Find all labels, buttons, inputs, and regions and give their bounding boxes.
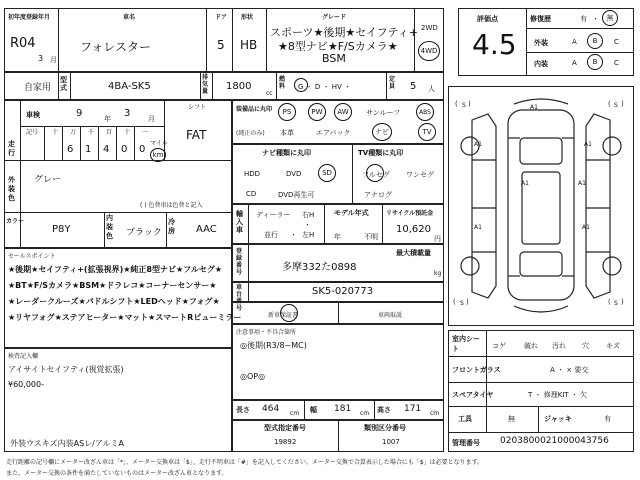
divider: [248, 244, 249, 282]
import-sep-2: ・: [304, 221, 311, 229]
color-code: P8Y: [52, 224, 71, 235]
model-year-label: モデル年式: [334, 209, 369, 217]
diag-paren: ): [468, 100, 471, 108]
points-label: セールスポイント: [8, 253, 56, 260]
equip-abs: ABS: [416, 103, 434, 121]
cc-unit: cc: [266, 90, 273, 97]
height-label: 高さ: [377, 406, 391, 414]
score-label: 評価点: [477, 15, 498, 23]
fuel-options: G ・ D ・ HV ・: [298, 83, 351, 91]
diag-paren: (: [608, 100, 611, 108]
displacement: 1800: [226, 81, 252, 92]
car-name-label: 車名: [123, 14, 136, 21]
divider: [212, 72, 213, 100]
divider: [44, 127, 45, 160]
digit-label: 万: [70, 129, 77, 136]
capacity-label: 定員: [389, 76, 396, 90]
divider: [526, 28, 634, 29]
max-load-label: 最大積載量: [396, 249, 431, 257]
divider: [448, 432, 634, 433]
divider: [20, 100, 21, 248]
equip-pw: PW: [308, 103, 326, 121]
kg-unit: kg: [434, 270, 442, 277]
ext-grade-c: C: [614, 38, 619, 46]
person-unit: 人: [428, 85, 435, 93]
tv-label: TV種類に丸印: [358, 149, 404, 157]
plate: 多摩332た0898: [282, 262, 357, 273]
divider: [304, 400, 305, 420]
mileage-label: 走行: [8, 140, 15, 157]
interior-sheet-item: 破れ: [524, 342, 538, 350]
sales-point: ★レーダークルーズ★パドルシフト★LEDヘッド★フォグ★: [8, 297, 220, 306]
diag-a1: A1: [474, 224, 482, 231]
car-diagram: [448, 86, 634, 326]
divider: [338, 302, 339, 324]
navi-sd: SD: [318, 164, 336, 182]
divider: [232, 8, 233, 72]
interior-sheet-item: コゲ: [492, 342, 506, 350]
mileage-digit: 4: [103, 144, 110, 155]
mileage-digit: 6: [67, 144, 74, 155]
diag-paren: (: [453, 298, 456, 306]
recycle-label: リサイクル預託金: [386, 210, 434, 217]
type-cert-label: 型式指定番号: [264, 424, 306, 432]
class-label: 類別区分番号: [364, 424, 406, 432]
import-sep: ・: [290, 231, 297, 239]
mileage-digit: 1: [85, 144, 92, 155]
model-label: 型式: [60, 76, 67, 92]
diag-s: S: [460, 300, 464, 307]
km-unit: km: [150, 148, 166, 162]
inspector-label: 検査記入欄: [8, 353, 39, 360]
width-label: 幅: [310, 406, 317, 414]
divider: [338, 420, 339, 452]
divider: [248, 204, 249, 244]
equip-aw: AW: [334, 103, 352, 121]
digit-label: 千: [88, 129, 95, 136]
divider: [4, 160, 232, 161]
tools-label: 工具: [458, 415, 472, 423]
model-year-unit: 年: [334, 233, 341, 241]
navi-dvd-play: DVD再生可: [278, 191, 315, 199]
notes-line2: ◎OP◎: [240, 372, 266, 381]
mileage-digit: 0: [121, 144, 128, 155]
spare-tire-label: スペアタイヤ: [452, 391, 494, 399]
divider: [448, 382, 634, 383]
divider: [448, 356, 634, 357]
divider: [266, 8, 267, 72]
divider: [526, 52, 634, 53]
divider: [206, 8, 207, 72]
import-left-hand: 左H: [302, 231, 315, 239]
capacity: 5: [410, 81, 417, 92]
mgmt-no: 0203800021000043756: [500, 436, 609, 446]
diag-a1: A1: [578, 180, 586, 187]
diag-a1: A1: [530, 104, 538, 111]
import-label: 輸入車: [236, 210, 243, 234]
mileage-digit: 0: [139, 144, 146, 155]
recycle-yen: 円: [434, 235, 441, 243]
length-unit: cm: [290, 410, 300, 417]
footer-line1: 走行距離の記号欄にメーター改ざん車は「*」、メーター交換車は「$」、走行不明車は「#」を記入してください。メーター交換で合算表示した場合にも「$」は必要となります。: [6, 459, 484, 466]
grade-line1: スポーツ★後期★セイフティ+: [270, 26, 418, 39]
divider: [386, 72, 387, 100]
divider: [414, 8, 415, 72]
mgmt-label: 管理番号: [452, 439, 480, 447]
divider: [62, 127, 63, 160]
first-reg-label: 初年度登録年月: [8, 14, 51, 21]
equip-airbag: エアバック: [316, 129, 351, 137]
inspect-year: 9: [76, 108, 83, 119]
color-code-label: カラー: [6, 218, 25, 225]
digit-label: 十: [52, 129, 59, 136]
type-cert: 19892: [274, 438, 297, 446]
sales-point: ★BT★F/Sカメラ★BSM★ドラレコ★コーナーセンサー★: [8, 281, 217, 290]
import-dealer: ディーラー: [256, 211, 291, 219]
new-warranty: 新車保証書: [268, 312, 299, 319]
width-unit: cm: [360, 410, 370, 417]
interior-sheet-item: キズ: [606, 342, 620, 350]
bottom-note: 外装ウスキズ内装ASレ/アルミA: [10, 439, 124, 448]
interior-sheet-item: 穴: [582, 342, 589, 350]
interior-label: 内装色: [106, 214, 113, 240]
shape: HB: [240, 38, 258, 52]
interior-color: ブラック: [126, 228, 162, 238]
int-label: 内装: [534, 60, 548, 68]
divider: [276, 72, 277, 100]
tv-analog: アナログ: [364, 191, 392, 199]
int-grade-a: A: [572, 59, 577, 67]
equip-ps: PS: [278, 103, 296, 121]
divider: [4, 212, 232, 213]
divider: [526, 8, 527, 76]
inspect-month: 3: [124, 108, 131, 119]
diag-a1: A1: [521, 180, 529, 187]
aircon: AAC: [196, 224, 217, 235]
divider: [324, 204, 325, 244]
manual: 車両取説: [378, 312, 403, 319]
first-reg-year: R04: [10, 36, 36, 51]
equip-sub: (純正のみ): [236, 130, 265, 137]
digit-label: 百: [106, 129, 113, 136]
score: 4.5: [472, 28, 517, 61]
drive-2wd: 2WD: [421, 24, 438, 32]
height: 171: [404, 404, 422, 414]
shift-label: シフト: [188, 104, 207, 111]
class-no: 1007: [382, 438, 400, 446]
diag-a1: A1: [582, 224, 590, 231]
diag-paren: ): [466, 298, 469, 306]
navi-dvd: DVD: [286, 170, 302, 178]
interior-sheet-item: 汚れ: [552, 342, 566, 350]
model-year-unknown: 不明: [364, 233, 378, 241]
diag-s: S: [614, 300, 618, 307]
use-private: 自家用: [24, 83, 52, 93]
equip-label: 装備品に丸印: [236, 106, 273, 113]
doors: 5: [217, 38, 225, 52]
doors-label: ドア: [215, 14, 227, 21]
grade-label: グレード: [322, 14, 347, 21]
tools: 無: [508, 415, 515, 423]
width: 181: [334, 404, 352, 414]
spare-tire: T ・ 修理KIT ・ 欠: [528, 391, 588, 399]
sales-point: ★リヤフォグ★ステアヒーター★マット★スマートRビューミラー: [8, 313, 242, 322]
length: 464: [262, 404, 280, 414]
int-grade-b: B: [587, 54, 603, 70]
height-unit: cm: [430, 410, 440, 417]
divider: [104, 212, 105, 248]
divider: [486, 330, 487, 432]
diag-paren: (: [455, 100, 458, 108]
ext-label: 外装: [534, 39, 548, 47]
divider: [80, 127, 81, 160]
diag-paren: ): [621, 298, 624, 306]
tv-fullseg: フルセグ: [362, 171, 390, 179]
grade-line2: ★8型ナビ★F/Sカメラ★: [278, 40, 398, 53]
equip-sunroof: サンルーフ: [366, 109, 401, 117]
car-name: フォレスター: [80, 40, 152, 54]
navi-label: ナビ種類に丸印: [262, 149, 311, 157]
sales-point: ★後期★セイフティ+(拡張視界)★純正8型ナビ★フルセグ★: [8, 265, 222, 274]
divider: [448, 406, 634, 407]
divider: [58, 8, 59, 72]
diag-a1: A1: [584, 141, 592, 148]
inspect-label: 車検: [26, 111, 40, 119]
int-grade-c: C: [614, 59, 619, 67]
divider: [374, 400, 375, 420]
vin-label: 車台番号: [236, 284, 243, 312]
diag-paren: (: [608, 298, 611, 306]
diag-a1: A1: [474, 141, 482, 148]
divider: [200, 72, 201, 100]
divider: [382, 204, 383, 244]
diag-paren: ): [621, 100, 624, 108]
divider: [58, 72, 59, 100]
interior-sheet-label: 室内シート: [452, 335, 480, 353]
footer-line2: また、メーター交換の条件を満たしていないものはメーター改ざん車となります。: [6, 470, 228, 477]
aircon-label: 冷房: [168, 218, 175, 235]
jack: 有: [604, 415, 611, 423]
equip-tv: TV: [418, 123, 436, 141]
divider: [70, 72, 71, 100]
length-label: 長さ: [236, 406, 250, 414]
equip-leather: 本革: [280, 129, 294, 137]
model: 4BA-SK5: [108, 81, 151, 92]
divider: [538, 406, 539, 432]
first-reg-month: 3: [38, 54, 44, 63]
digit-labels: [20, 127, 164, 135]
repair-label: 修復歴: [530, 15, 551, 23]
month-unit: 月: [50, 56, 57, 64]
divider: [352, 144, 353, 204]
plate-label: 登録番号: [236, 248, 243, 276]
exterior-color-label: 外装色: [8, 176, 15, 202]
jack-label: ジャッキ: [544, 415, 572, 423]
vin: SK5-020773: [312, 286, 374, 297]
digit-label: 一: [142, 129, 149, 136]
ext-grade-a: A: [572, 38, 577, 46]
exterior-color: グレー: [34, 175, 62, 185]
divider: [116, 127, 117, 160]
front-glass: A ・ × 要交: [550, 366, 589, 374]
divider: [248, 282, 249, 302]
inspect-year-unit: 年: [104, 115, 111, 123]
divider: [134, 127, 135, 160]
diag-s: S: [462, 102, 466, 109]
mile-label: マイル: [150, 140, 168, 147]
recycle-fee: 10,620: [396, 224, 431, 235]
notes-label: 注意事項・不具合箇所: [236, 329, 297, 336]
shape-label: 形状: [241, 14, 254, 21]
inspect-month-unit: 月: [148, 115, 155, 123]
repair-has: 有: [580, 15, 587, 23]
tv-oneseg: ワンセグ: [406, 171, 434, 179]
fuel-label: 燃料: [279, 76, 286, 90]
repair-sep: ・: [592, 15, 599, 23]
inspector-line2: ¥60,000-: [8, 380, 44, 389]
disp-label: 排気量: [202, 74, 209, 95]
divider: [98, 127, 99, 160]
notes-line1: ◎後期(R3/8~MC): [240, 341, 307, 350]
ext-grade-b: B: [587, 33, 603, 49]
repair-none: 無: [602, 10, 618, 26]
navi-cd: CD: [246, 190, 257, 198]
divider: [166, 212, 167, 248]
grade-line3: BSM: [322, 52, 346, 65]
shift: FAT: [186, 128, 207, 142]
digit-label: 記号: [26, 129, 39, 136]
equip-navi: ナビ: [372, 123, 392, 141]
navi-hdd: HDD: [244, 170, 261, 178]
import-right-hand: 右H: [302, 211, 315, 219]
diag-s: S: [614, 102, 618, 109]
import-parallel: 並行: [264, 231, 278, 239]
front-glass-label: フロントガラス: [452, 366, 501, 374]
inspector-line1: アイサイトセイフティ(視覚拡張): [8, 365, 124, 374]
digit-label: 十: [124, 129, 131, 136]
color-change-note: ( ) 色替車は色替と記入: [140, 202, 203, 209]
drive-4wd: 4WD: [418, 41, 440, 61]
